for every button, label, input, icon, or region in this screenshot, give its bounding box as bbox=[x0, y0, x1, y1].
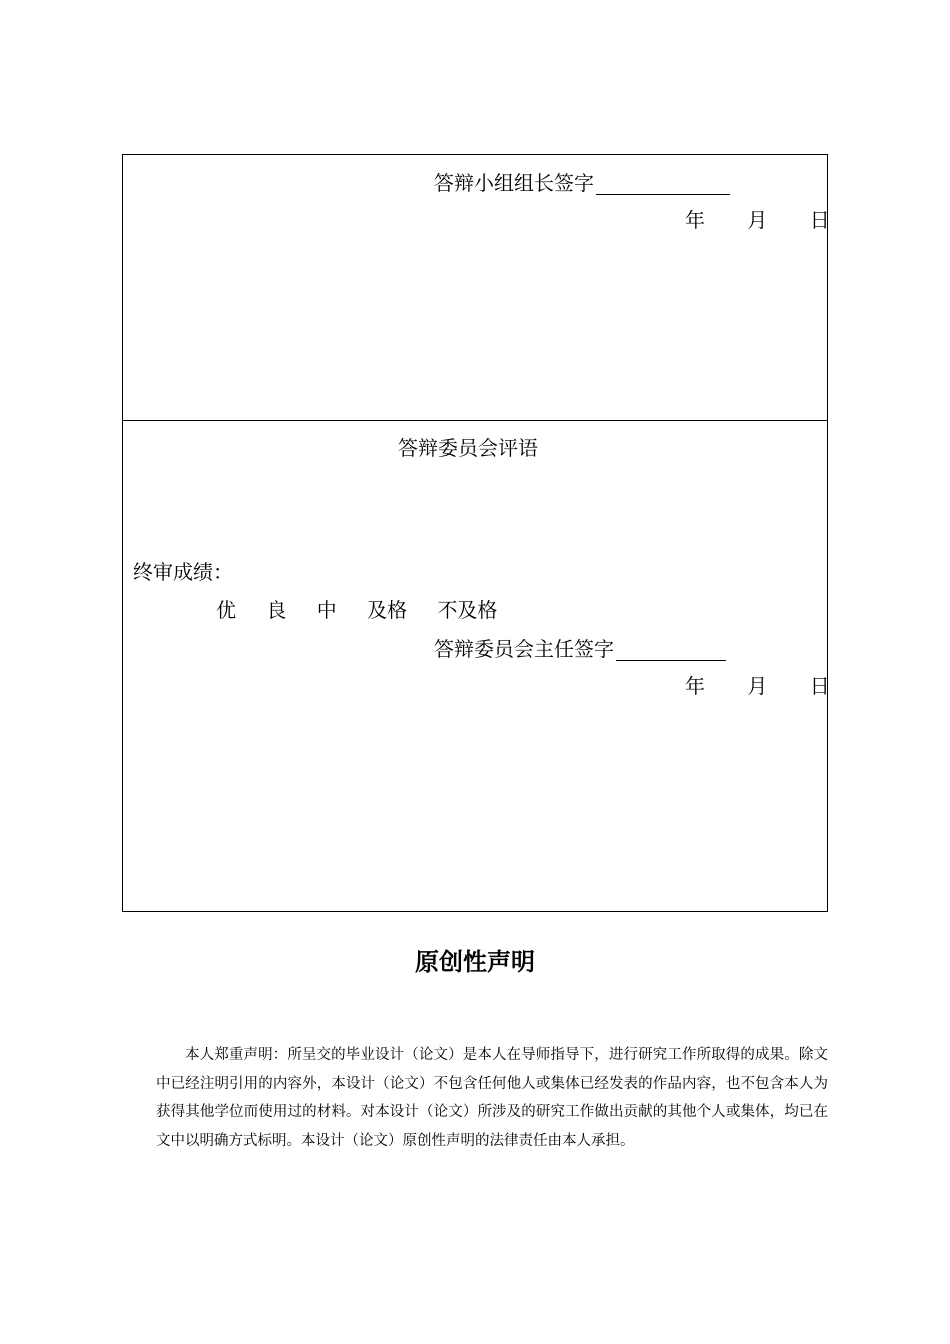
director-signature-row bbox=[434, 637, 726, 661]
director-date-day: 日 bbox=[809, 674, 830, 698]
leader-date-row bbox=[685, 208, 830, 232]
director-signature-label: 答辩委员会主任签字 bbox=[434, 637, 614, 661]
leader-date-month: 月 bbox=[747, 208, 768, 232]
grade-option-fail[interactable]: 不及格 bbox=[437, 598, 498, 622]
director-signature-line[interactable] bbox=[616, 640, 726, 661]
declaration-body: 本人郑重声明：所呈交的毕业设计（论文）是本人在导师指导下，进行研究工作所取得的成果。除文中已经注明引用的内容外，本设计（论文）不包含任何他人或集体已经发表的作品内容，也不包含本人为获得其他学位而使用过的材料。对本设计（论文）所涉及的研究工作做出贡献的其他个人或集体，均已在文中以明确方式标明。本设计（论文）原创性声明的法律责任由本人承担。 bbox=[156, 1047, 828, 1149]
grade-option-good[interactable]: 良 bbox=[266, 598, 287, 622]
grade-option-pass[interactable]: 及格 bbox=[367, 598, 408, 622]
defense-form-table bbox=[122, 154, 828, 912]
committee-comments-heading: 答辩委员会评语 bbox=[398, 436, 538, 460]
director-date-month: 月 bbox=[747, 674, 768, 698]
leader-signature-row bbox=[434, 171, 730, 195]
leader-signature-line[interactable] bbox=[596, 174, 730, 195]
declaration-title: 原创性声明 bbox=[415, 948, 535, 976]
section-divider bbox=[123, 420, 827, 421]
leader-date-day: 日 bbox=[809, 208, 830, 232]
leader-date-year: 年 bbox=[685, 208, 705, 232]
director-date-year: 年 bbox=[685, 674, 705, 698]
director-date-row bbox=[685, 674, 830, 698]
grade-option-excellent[interactable]: 优 bbox=[216, 598, 236, 622]
grade-option-medium[interactable]: 中 bbox=[316, 598, 337, 622]
grade-options bbox=[216, 598, 497, 622]
final-grade-label: 终审成绩： bbox=[133, 560, 233, 584]
leader-signature-label: 答辩小组组长签字 bbox=[434, 171, 594, 195]
